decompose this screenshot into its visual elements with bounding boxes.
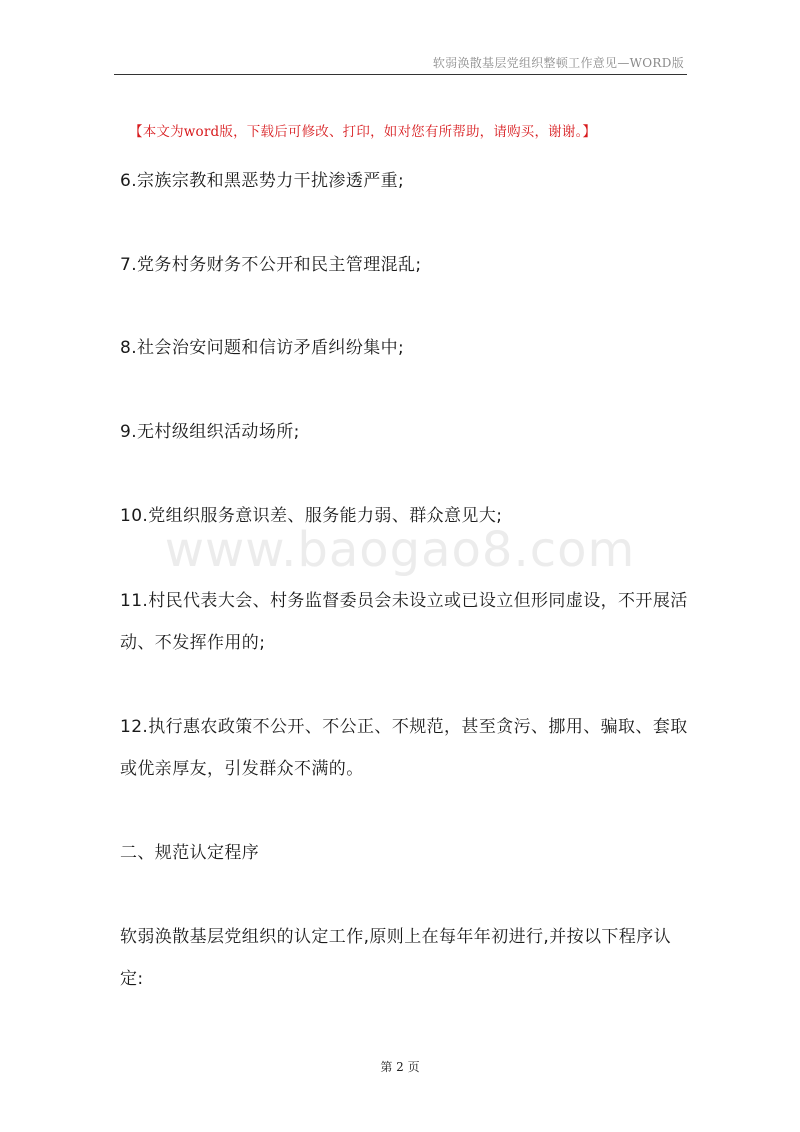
section-heading: 二、规范认定程序 xyxy=(120,843,260,863)
paragraph-procedure: 软弱涣散基层党组织的认定工作,原则上在每年年初进行,并按以下程序认定: xyxy=(120,927,672,989)
paragraph-item-12: 12.执行惠农政策不公开、不公正、不规范，甚至贪污、挪用、骗取、套取或优亲厚友，引发群众不满的。 xyxy=(120,717,688,779)
watermark: www.baogao8.com xyxy=(164,522,636,578)
paragraph-item-7: 7.党务村务财务不公开和民主管理混乱; xyxy=(120,255,422,275)
paragraph-item-11: 11.村民代表大会、村务监督委员会未设立或已设立但形同虚设，不开展活动、不发挥作用的; xyxy=(120,591,688,653)
running-header: 软弱涣散基层党组织整顿工作意见—WORD版 xyxy=(432,56,684,70)
download-notice: 【本文为word版，下载后可修改、打印，如对您有所帮助，请购买，谢谢。】 xyxy=(129,124,597,140)
page-number: 第 2 页 xyxy=(380,1060,420,1074)
paragraph-item-10: 10.党组织服务意识差、服务能力弱、群众意见大; xyxy=(120,506,503,526)
paragraph-item-8: 8.社会治安问题和信访矛盾纠纷集中; xyxy=(120,338,405,358)
paragraph-item-9: 9.无村级组织活动场所; xyxy=(120,422,300,442)
paragraph-item-6: 6.宗族宗教和黑恶势力干扰渗透严重; xyxy=(120,171,405,191)
header-divider xyxy=(114,74,687,75)
